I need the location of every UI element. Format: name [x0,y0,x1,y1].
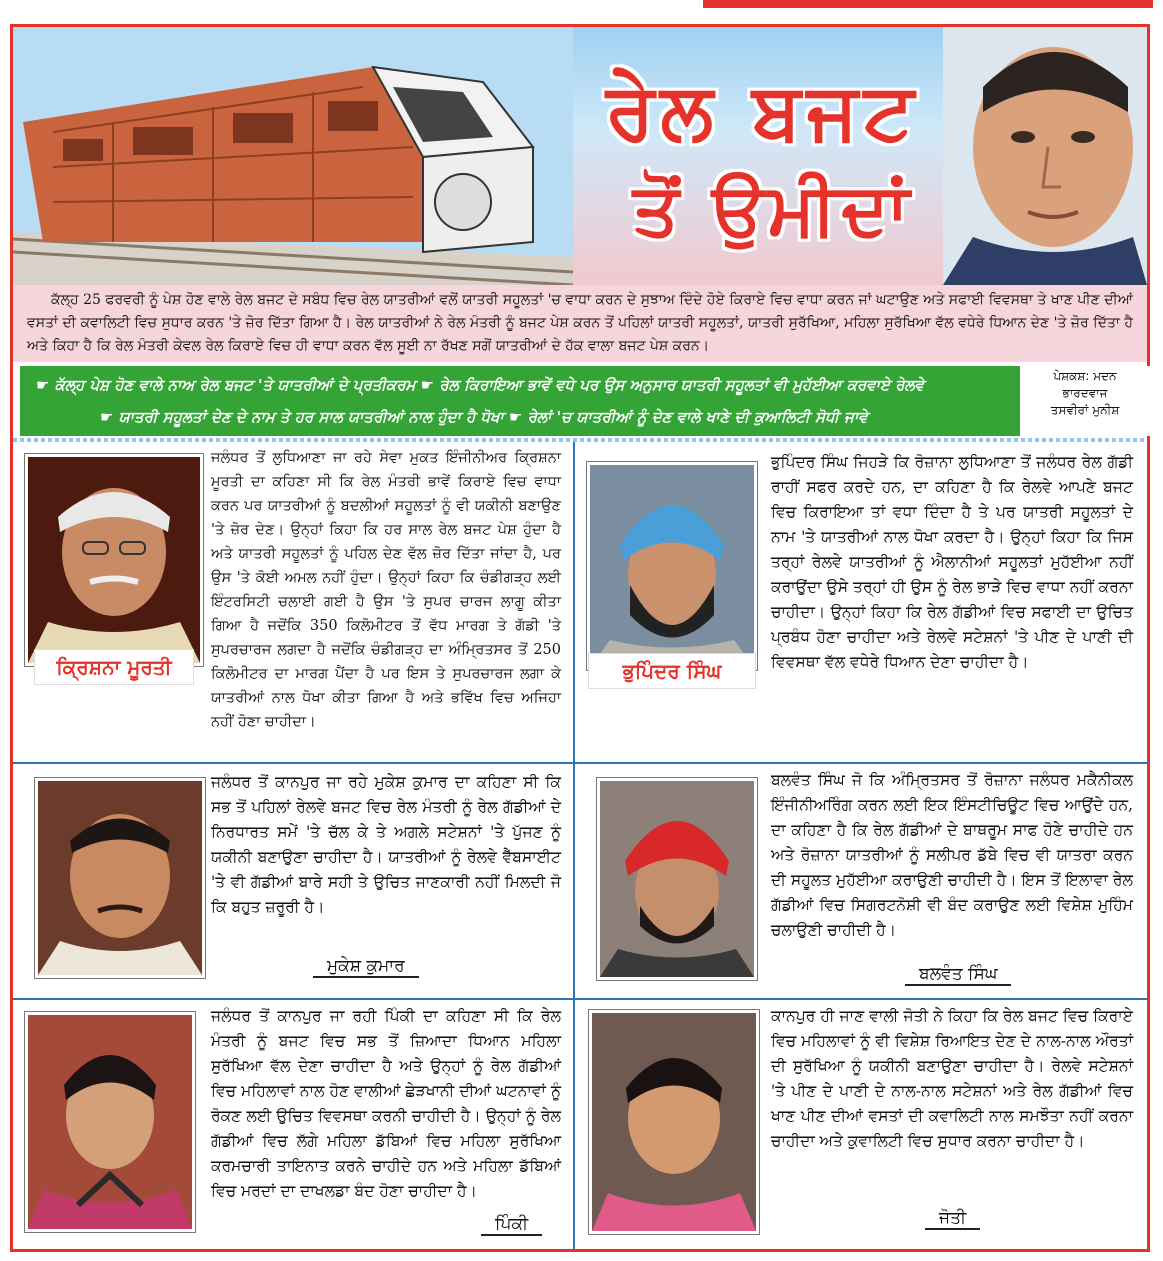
opinion-text: ਜਲੰਧਰ ਤੋਂ ਕਾਨਪੁਰ ਜਾ ਰਹੇ ਮੁਕੇਸ਼ ਕੁਮਾਰ ਦਾ ਕਹਿਣਾ ਸੀ ਕਿ ਸਭ ਤੋਂ ਪਹਿਲਾਂ ਰੇਲਵੇ ਬਜਟ ਵਿਚ ਰੇਲ ਮੰਤਰੀ ਨੂੰ ਰੇਲ ਗੱਡੀਆਂ ਦੇ ਨਿਰਧਾਰਤ ਸਮੇਂ 'ਤੇ ਚੱਲ ਕੇ ਤੇ ਅਗਲੇ ਸਟੇਸ਼ਨਾਂ 'ਤੇ ਪੁੱਜਣ ਨੂੰ ਯਕੀਨੀ ਬਣਾਉਣਾ ਚਾਹੀਦਾ ਹੈ। ਯਾਤਰੀਆਂ ਨੂੰ ਰੇਲਵੇ ਵੈੱਬਸਾਈਟ 'ਤੇ ਵੀ ਗੱਡੀਆਂ ਬਾਰੇ ਸਹੀ ਤੇ ਉਚਿਤ ਜਾਣਕਾਰੀ ਨਹੀਂ ਮਿਲਦੀ ਜੋ ਕਿ ਬਹੁਤ ਜ਼ਰੂਰੀ ਹੈ। [211,773,561,916]
opinion-card [13,764,573,998]
banner-title [553,67,973,267]
opinion-text-top [211,446,561,734]
opinion-text: ਜਲੰਧਰ ਤੋਂ ਲੁਧਿਆਣਾ ਜਾ ਰਹੇ ਸੇਵਾ ਮੁਕਤ ਇੰਜੀਨੀਅਰ ਕ੍ਰਿਸ਼ਨਾ ਮੂਰਤੀ ਦਾ ਕਹਿਣਾ ਸੀ ਕਿ ਰੇਲ ਮੰਤਰੀ ਭਾਵੇਂ ਕਿਰਾਏ ਵਿਚ ਵਾਧਾ ਕਰਨ ਪਰ ਯਾਤਰੀਆਂ ਨੂੰ ਬਦਲੀਆਂ ਸਹੂਲਤਾਂ ਨੂੰ ਵੀ ਯਕੀਨੀ ਬਣਾਉਣ 'ਤੇ ਜ਼ੋਰ ਦੇਣ। ਉਨ੍ਹਾਂ ਕਿਹਾ ਕਿ ਹਰ ਸਾਲ ਰੇਲ ਬਜਟ ਪੇਸ਼ ਹੁੰਦਾ ਹੈ ਅਤੇ ਯਾਤਰੀ ਸਹੂਲਤਾਂ ਨੂੰ ਪਹਿਲ ਦੇਣ ਵੱਲ ਜ਼ੋਰ ਦਿੱਤਾ ਜਾਂਦਾ ਹੈ, ਪਰ ਉਸ 'ਤੇ ਕੋਈ ਅਮਲ ਨਹੀਂ ਹੁੰਦਾ। ਉਨ੍ਹਾਂ ਕਿਹਾ ਕਿ ਚੰਡੀਗੜ੍ਹ ਲਈ ਇੰਟਰਸਿਟੀ ਚਲਾਈ ਗਈ ਹੈ ਉਸ 'ਤੇ ਸੁਪਰ ਚਾਰਜ ਲਾਗੂ ਕੀਤਾ ਗਿਆ ਹੈ ਜਦੋਂਕਿ 350 ਕਿਲੋਮੀਟਰ ਤੋਂ ਵੱਧ ਮਾਰਗ ਤੇ ਗੱਡੀ 'ਤੇ ਸੁਪਰਚਾਰਜ ਲਗਦਾ ਹੈ ਜਦੋਂਕਿ ਚੰਡੀਗੜ੍ਹ ਦਾ ਅੰਮ੍ਰਿਤਸਰ ਤੋਂ 250 ਕਿਲੋਮੀਟਰ ਦਾ ਮਾਰਗ ਪੈਂਦਾ ਹੈ ਪਰ ਇਸ ਤੇ ਸੁਪਰਚਾਰਜ ਲਗਾ ਕੇ ਯਾਤਰੀਆਂ ਨਾਲ ਧੋਖਾ ਕੀਤਾ ਗਿਆ ਹੈ ਅਤੇ ਭਵਿੱਖ ਵਿਚ ਅਜਿਹਾ ਨਹੀਂ ਹੋਣਾ ਚਾਹੀਦਾ। [211,450,561,730]
photo-bhupinder-singh [587,462,757,670]
banner-title-line1: ਰੇਲ ਬਜਟ [606,67,920,157]
opinion-text-top [771,1004,1133,1154]
train-illustration [13,27,573,285]
banner [13,27,1147,285]
opinion-card [575,764,1147,998]
photo-mukesh-kumar [35,778,205,978]
banner-title-line2: ਤੋਂ ਉਮੀਦਾਂ [632,167,914,251]
opinion-card [13,1000,573,1250]
opinion-text-top [211,1004,561,1204]
opinion-text: ਕਾਨਪੁਰ ਹੀ ਜਾਣ ਵਾਲੀ ਜੋਤੀ ਨੇ ਕਿਹਾ ਕਿ ਰੇਲ ਬਜਟ ਵਿਚ ਕਿਰਾਏ ਵਿਚ ਮਹਿਲਾਵਾਂ ਨੂੰ ਵੀ ਵਿਸ਼ੇਸ਼ ਰਿਆਇਤ ਦੇਣ ਦੇ ਨਾਲ-ਨਾਲ ਔਰਤਾਂ ਦੀ ਸੁਰੱਖਿਆ ਨੂੰ ਯਕੀਨੀ ਬਣਾਉਣਾ ਚਾਹੀਦਾ ਹੈ। ਰੇਲਵੇ ਸਟੇਸ਼ਨਾਂ 'ਤੇ ਪੀਣ ਦੇ ਪਾਣੀ ਦੇ ਨਾਲ-ਨਾਲ ਸਟੇਸ਼ਨਾਂ ਅਤੇ ਰੇਲ ਗੱਡੀਆਂ ਵਿਚ ਖਾਣ ਪੀਣ ਦੀਆਂ ਵਸਤਾਂ ਦੀ ਕਵਾਲਿਟੀ ਨਾਲ ਸਮਝੌਤਾ ਨਹੀਂ ਕਰਨਾ ਚਾਹੀਦਾ ਅਤੇ ਕੁਵਾਲਿਟੀ ਵਿਚ ਸੁਧਾਰ ਕਰਨਾ ਚਾਹੀਦਾ ਹੈ। [771,1007,1133,1150]
credit-line-2: ਭਾਰਦਵਾਜ [1062,386,1108,400]
opinion-text: ਬਲਵੰਤ ਸਿੰਘ ਜੋ ਕਿ ਅੰਮ੍ਰਿਤਸਰ ਤੋਂ ਰੋਜ਼ਾਨਾ ਜਲੰਧਰ ਮਕੈਨੀਕਲ ਇੰਜੀਨੀਅਰਿੰਗ ਕਰਨ ਲਈ ਇਕ ਇੰਸਟੀਚਿਊਟ ਵਿਚ ਆਉਂਦੇ ਹਨ, ਦਾ ਕਹਿਣਾ ਹੈ ਕਿ ਰੇਲ ਗੱਡੀਆਂ ਦੇ ਬਾਥਰੂਮ ਸਾਫ ਹੋਣੇ ਚਾਹੀਦੇ ਹਨ ਅਤੇ ਰੋਜ਼ਾਨਾ ਯਾਤਰੀਆਂ ਨੂੰ ਸਲੀਪਰ ਡੱਬੇ ਵਿਚ ਵੀ ਯਾਤਰਾ ਕਰਨ ਦੀ ਸਹੂਲਤ ਮੁਹੱਈਆ ਕਰਾਉਣੀ ਚਾਹੀਦੀ ਹੈ। ਇਸ ਤੋਂ ਇਲਾਵਾ ਰੇਲ ਗੱਡੀਆਂ ਵਿਚ ਸਿਗਰਟਨੋਸ਼ੀ ਵੀ ਬੰਦ ਕਰਾਉਣ ਲਈ ਵਿਸ਼ੇਸ਼ ਮੁਹਿੰਮ ਚਲਾਉਣੀ ਚਾਹੀਦੀ ਹੈ। [771,771,1133,939]
signature-label: ਮੁਕੇਸ਼ ਕੁਮਾਰ [313,956,419,978]
top-strip [0,0,1163,14]
photo-pinki [25,1012,195,1232]
name-label: ਕ੍ਰਿਸ਼ਨਾ ਮੂਰਤੀ [35,650,193,684]
signature-label: ਬਲਵੰਤ ਸਿੰਘ [905,964,1011,986]
opinions-grid [13,442,1147,1250]
opinion-card [13,442,573,762]
opinion-card [575,442,1147,762]
credit-box [1020,366,1150,436]
opinion-text-top [211,770,561,920]
intro-paragraph: ਕੱਲ੍ਹ 25 ਫਰਵਰੀ ਨੂੰ ਪੇਸ਼ ਹੋਣ ਵਾਲੇ ਰੇਲ ਬਜਟ ਦੇ ਸਬੰਧ ਵਿਚ ਰੇਲ ਯਾਤਰੀਆਂ ਵਲੋਂ ਯਾਤਰੀ ਸਹੂਲਤਾਂ 'ਚ ਵਾਧਾ ਕਰਨ ਦੇ ਸੁਝਾਅ ਦਿੰਦੇ ਹੋਏ ਕਿਰਾਏ ਵਿਚ ਵਾਧਾ ਕਰਨ ਜਾਂ ਘਟਾਉਣ ਅਤੇ ਸਫਾਈ ਵਿਵਸਥਾ ਤੇ ਖਾਣ ਪੀਣ ਦੀਆਂ ਵਸਤਾਂ ਦੀ ਕਵਾਲਿਟੀ ਵਿਚ ਸੁਧਾਰ ਕਰਨ 'ਤੇ ਜ਼ੋਰ ਦਿੱਤਾ ਗਿਆ ਹੈ। ਰੇਲ ਯਾਤਰੀਆਂ ਨੇ ਰੇਲ ਮੰਤਰੀ ਨੂੰ ਬਜਟ ਪੇਸ਼ ਕਰਨ ਤੋਂ ਪਹਿਲਾਂ ਯਾਤਰੀ ਸਹੂਲਤਾਂ, ਯਾਤਰੀ ਸੁਰੱਖਿਆ, ਮਹਿਲਾ ਸੁਰੱਖਿਆ ਵੱਲ ਵਧੇਰੇ ਧਿਆਨ ਦੇਣ 'ਤੇ ਜ਼ੋਰ ਦਿੱਤਾ ਹੈ ਅਤੇ ਕਿਹਾ ਹੈ ਕਿ ਰੇਲ ਮੰਤਰੀ ਕੇਵਲ ਰੇਲ ਕਿਰਾਏ ਵਿਚ ਹੀ ਵਾਧਾ ਕਰਨ ਵੱਲ ਸੂਈ ਨਾ ਰੱਖਣ ਸਗੋਂ ਯਾਤਰੀਆਂ ਦੇ ਹੱਕ ਵਾਲਾ ਬਜਟ ਪੇਸ਼ ਕਰਨ। [13,285,1147,362]
minister-portrait [943,27,1147,285]
photo-jyoti [589,1010,759,1234]
signature-label: ਜੋਤੀ [925,1208,980,1230]
opinion-text: ਭੁਪਿੰਦਰ ਸਿੰਘ ਜਿਹੜੇ ਕਿ ਰੋਜ਼ਾਨਾ ਲੁਧਿਆਣਾ ਤੋਂ ਜਲੰਧਰ ਰੇਲ ਗੱਡੀ ਰਾਹੀਂ ਸਫਰ ਕਰਦੇ ਹਨ, ਦਾ ਕਹਿਣਾ ਹੈ ਕਿ ਰੇਲਵੇ ਆਪਣੇ ਬਜਟ ਵਿਚ ਕਿਰਾਇਆ ਤਾਂ ਵਧਾ ਦਿੰਦਾ ਹੈ ਤੇ ਪਰ ਯਾਤਰੀ ਸਹੂਲਤਾਂ ਦੇ ਨਾਮ 'ਤੇ ਯਾਤਰੀਆਂ ਨਾਲ ਧੋਖਾ ਕਰਦਾ ਹੈ। ਉਨ੍ਹਾਂ ਕਿਹਾ ਕਿ ਜਿਸ ਤਰ੍ਹਾਂ ਰੇਲਵੇ ਯਾਤਰੀਆਂ ਨੂੰ ਐਲਾਨੀਆਂ ਸਹੂਲਤਾਂ ਮੁਹੱਈਆ ਨਹੀਂ ਕਰਾਉਂਦਾ ਉਸੇ ਤਰ੍ਹਾਂ ਹੀ ਉਸ ਨੂੰ ਰੇਲ ਭਾੜੇ ਵਿਚ ਵਾਧਾ ਨਹੀਂ ਕਰਨਾ ਚਾਹੀਦਾ। ਉਨ੍ਹਾਂ ਕਿਹਾ ਕਿ ਰੇਲ ਗੱਡੀਆਂ ਵਿਚ ਸਫਾਈ ਦਾ ਉਚਿਤ ਪ੍ਰਬੰਧ ਹੋਣਾ ਚਾਹੀਦਾ ਅਤੇ ਰੇਲਵੇ ਸਟੇਸ਼ਨਾਂ 'ਤੇ ਪੀਣ ਦੇ ਪਾਣੀ ਦੀ ਵਿਵਸਥਾ ਵੱਲ ਵਧੇਰੇ ਧਿਆਨ ਦੇਣਾ ਚਾਹੀਦਾ ਹੈ। [771,453,1133,671]
opinion-card [575,1000,1147,1250]
top-red-strip [703,0,1153,8]
opinion-text-top [771,450,1133,675]
photo-balwant-singh [597,778,757,980]
opinion-text: ਜਲੰਧਰ ਤੋਂ ਕਾਨਪੁਰ ਜਾ ਰਹੀ ਪਿੰਕੀ ਦਾ ਕਹਿਣਾ ਸੀ ਕਿ ਰੇਲ ਮੰਤਰੀ ਨੂੰ ਬਜਟ ਵਿਚ ਸਭ ਤੋਂ ਜ਼ਿਆਦਾ ਧਿਆਨ ਮਹਿਲਾ ਸੁਰੱਖਿਆ ਵੱਲ ਦੇਣਾ ਚਾਹੀਦਾ ਹੈ ਅਤੇ ਉਨ੍ਹਾਂ ਨੂੰ ਰੇਲ ਗੱਡੀਆਂ ਵਿਚ ਮਹਿਲਾਵਾਂ ਨਾਲ ਹੋਣ ਵਾਲੀਆਂ ਛੇੜਖਾਨੀ ਦੀਆਂ ਘਟਨਾਵਾਂ ਨੂੰ ਰੋਕਣ ਲਈ ਉਚਿਤ ਵਿਵਸਥਾ ਕਰਨੀ ਚਾਹੀਦੀ ਹੈ। ਉਨ੍ਹਾਂ ਨੂੰ ਰੇਲ ਗੱਡੀਆਂ ਵਿਚ ਲੱਗੇ ਮਹਿਲਾ ਡੱਬਿਆਂ ਵਿਚ ਮਹਿਲਾ ਸੁਰੱਖਿਆ ਕਰਮਚਾਰੀ ਤਾਇਨਾਤ ਕਰਨੇ ਚਾਹੀਦੇ ਹਨ ਅਤੇ ਮਹਿਲਾ ਡੱਬਿਆਂ ਵਿਚ ਮਰਦਾਂ ਦਾ ਦਾਖਲਡਾ ਬੰਦ ਹੋਣਾ ਚਾਹੀਦਾ ਹੈ। [211,1007,561,1200]
highlight-line-2: ☛ ਯਾਤਰੀ ਸਹੂਲਤਾਂ ਦੇਣ ਦੇ ਨਾਮ ਤੇ ਹਰ ਸਾਲ ਯਾਤਰੀਆਂ ਨਾਲ ਹੁੰਦਾ ਹੈ ਧੋਖਾ ☛ ਰੇਲਾਂ 'ਚ ਯਾਤਰੀਆਂ ਨੂੰ ਦੇਣ ਵਾਲੇ ਖਾਣੇ ਦੀ ਕੁਆਲਿਟੀ ਸੋਧੀ ਜਾਵੇ [100,408,868,426]
signature-label: ਪਿੰਕੀ [481,1214,542,1236]
highlights-bar [20,366,1020,436]
credit-line-3: ਤਸਵੀਰਾਂ ਮੁਨੀਸ਼ [1050,403,1120,417]
opinion-text-top [771,768,1133,943]
highlight-line-1: ☛ ਕੱਲ੍ਹ ਪੇਸ਼ ਹੋਣ ਵਾਲੇ ਨਾਅ ਰੇਲ ਬਜਟ 'ਤੇ ਯਾਤਰੀਆਂ ਦੇ ਪ੍ਰਤੀਕਰਮ ☛ ਰੇਲ ਕਿਰਾਇਆ ਭਾਵੇਂ ਵਧੇ ਪਰ ਉਸ ਅਨੁਸਾਰ ਯਾਤਰੀ ਸਹੂਲਤਾਂ ਵੀ ਮੁਹੱਈਆ ਕਰਵਾਏ ਰੇਲਵੇ [36,376,924,394]
credit-line-1: ਪੇਸ਼ਕਸ਼: ਮਦਨ [1053,369,1117,383]
photo-krishna-murti [25,454,203,666]
name-label: ਭੁਪਿੰਦਰ ਸਿੰਘ [589,654,755,688]
credit-arrow [1008,366,1020,436]
